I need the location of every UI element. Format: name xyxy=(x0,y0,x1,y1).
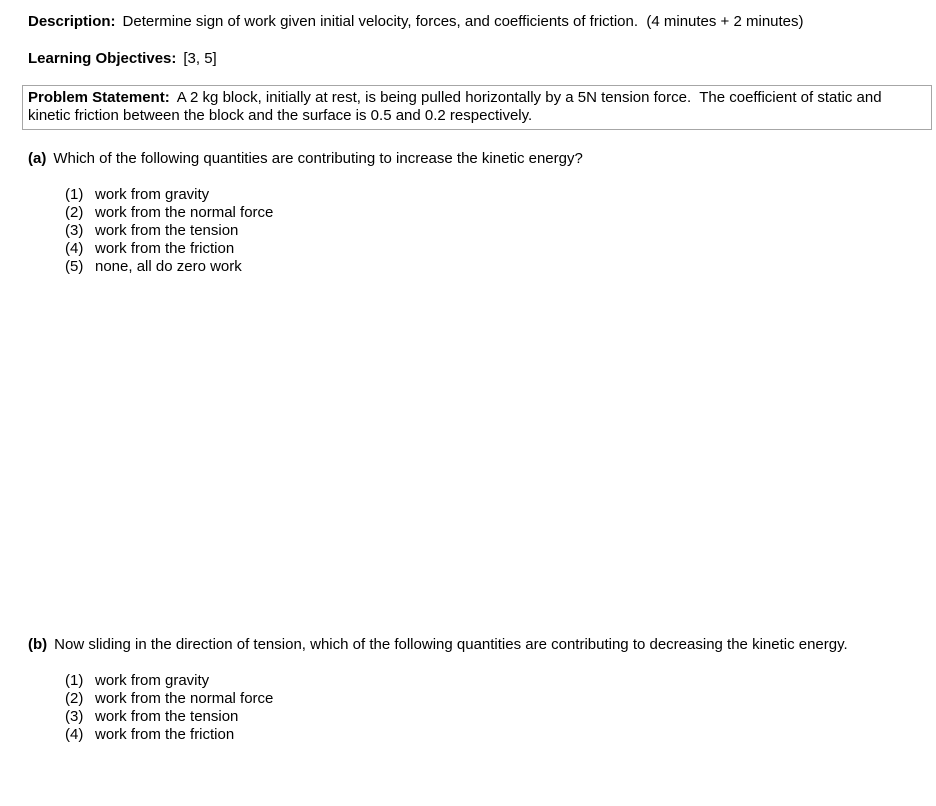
question-b-options xyxy=(28,672,936,744)
option-number: (4) xyxy=(65,240,84,257)
description-text: Determine sign of work given initial velocity, forces, and coefficients of friction. (4 minutes + 2 minutes) xyxy=(122,13,804,30)
option-number: (5) xyxy=(65,258,84,275)
question-b-option-1 xyxy=(28,672,936,690)
option-label: work from the friction xyxy=(95,726,235,743)
question-b-option-3 xyxy=(28,708,936,726)
question-a-text: Which of the following quantities are contributing to increase the kinetic energy? xyxy=(53,150,583,167)
question-a-options xyxy=(28,186,936,276)
problem-statement-label: Problem Statement: xyxy=(28,89,170,106)
option-label: work from the friction xyxy=(95,240,235,257)
option-number: (1) xyxy=(65,672,84,689)
option-label: work from the normal force xyxy=(95,690,274,707)
problem-statement-paragraph xyxy=(28,89,925,125)
question-a-option-3 xyxy=(28,222,936,240)
learning-objectives-label: Learning Objectives: xyxy=(28,50,177,67)
question-a-option-5 xyxy=(28,258,936,276)
problem-statement-text: A 2 kg block, initially at rest, is being pulled horizontally by a 5N tension force. The coefficient of static and kinetic friction between the block and the surface is 0.5 and 0.2 respectively. xyxy=(28,89,886,124)
problem-statement-box xyxy=(22,85,932,130)
option-number: (3) xyxy=(65,222,84,239)
question-b-label: (b) xyxy=(28,636,48,653)
description-label: Description: xyxy=(28,13,116,30)
option-number: (1) xyxy=(65,186,84,203)
option-number: (2) xyxy=(65,204,84,221)
option-number: (3) xyxy=(65,708,84,725)
question-b-option-2 xyxy=(28,690,936,708)
question-b xyxy=(28,636,920,654)
option-label: work from gravity xyxy=(95,672,210,689)
description-line xyxy=(28,0,936,31)
option-label: work from the tension xyxy=(95,222,239,239)
question-a-option-1 xyxy=(28,186,936,204)
question-a-option-2 xyxy=(28,204,936,222)
question-b-text: Now sliding in the direction of tension, which of the following quantities are contributing to decreasing the kinetic energy. xyxy=(54,636,848,653)
question-a-label: (a) xyxy=(28,150,47,167)
learning-objectives-value: [3, 5] xyxy=(183,50,217,67)
option-label: work from gravity xyxy=(95,186,210,203)
question-a-option-4 xyxy=(28,240,936,258)
option-number: (2) xyxy=(65,690,84,707)
option-number: (4) xyxy=(65,726,84,743)
learning-objectives-line xyxy=(28,50,936,68)
option-label: work from the normal force xyxy=(95,204,274,221)
question-a xyxy=(28,150,936,168)
question-b-option-4 xyxy=(28,726,936,744)
option-label: none, all do zero work xyxy=(95,258,242,275)
option-label: work from the tension xyxy=(95,708,239,725)
